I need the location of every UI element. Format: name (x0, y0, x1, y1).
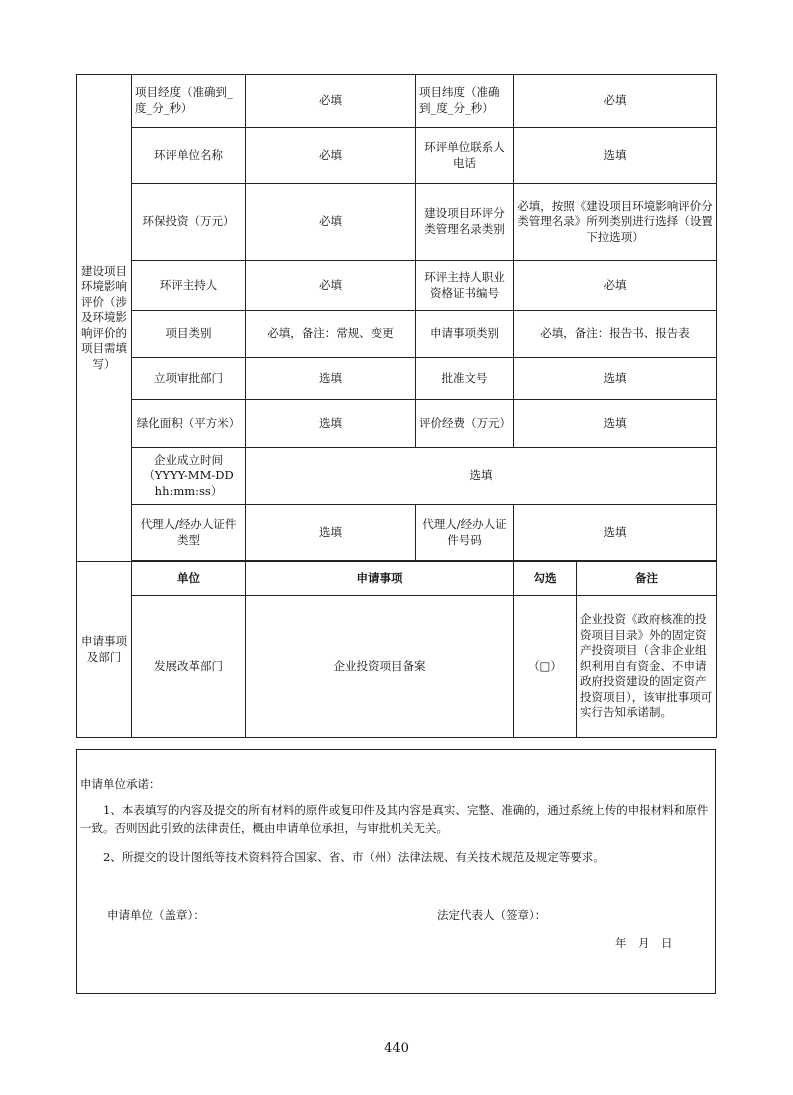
row-longitude (77, 75, 717, 128)
commitment-clause-2: 2、所提交的设计图纸等技术资料符合国家、省、市（州）法律法规、有关技术规范及规定等要求。 (103, 850, 605, 864)
header-unit: 单位 (132, 562, 246, 596)
value-approval-dept: 选填 (246, 358, 416, 400)
apply-item: 企业投资项目备案 (246, 596, 514, 738)
legal-representative-label: 法定代表人（签章）： (437, 908, 547, 922)
header-check: 勾选 (514, 562, 577, 596)
page-number: 440 (384, 1041, 409, 1056)
label-approval-number: 批准文号 (416, 358, 514, 400)
value-host-certificate: 必填 (514, 261, 717, 311)
row-env-investment (77, 184, 717, 261)
value-env-investment: 必填 (246, 184, 416, 261)
apply-note: 企业投资《政府核准的投资项目目录》外的固定资产投资项目（含非企业组织利用自有资金、不申请政府投资建设的固定资产投资项目），该审批事项可实行告知承诺制。 (577, 596, 717, 738)
applicant-seal-label: 申请单位（盖章）： (107, 908, 205, 922)
side-label-eia: 建设项目环境影响评价（涉及环境影响评价的项目需填写） (77, 75, 132, 562)
row-eia-host (77, 261, 717, 311)
label-agent-id-type: 代理人/经办人证件类型 (132, 505, 246, 561)
label-evaluation-fee: 评价经费（万元） (416, 400, 514, 448)
label-latitude: 项目纬度（准确到_度_分_秒） (416, 75, 514, 128)
label-eia-unit-name: 环评单位名称 (132, 128, 246, 184)
row-green-area (77, 400, 717, 448)
date-label: 年 月 日 (615, 936, 673, 950)
commitment-section (77, 750, 715, 993)
value-founded-time: 选填 (246, 448, 717, 505)
label-green-area: 绿化面积（平方米） (132, 400, 246, 448)
value-green-area: 选填 (246, 400, 416, 448)
value-latitude: 必填 (514, 75, 717, 128)
label-application-type: 申请事项类别 (416, 311, 514, 358)
label-longitude: 项目经度（准确到_度_分_秒） (132, 75, 246, 128)
row-apply-header (77, 562, 717, 596)
value-eia-category: 必填，按照《建设项目环境影响评价分类管理名录》所列类别进行选择（设置下拉选项） (514, 184, 717, 261)
value-project-type: 必填，备注：常规、变更 (246, 311, 416, 358)
value-eia-host: 必填 (246, 261, 416, 311)
row-project-type (77, 311, 717, 358)
value-agent-id-type: 选填 (246, 505, 416, 561)
label-agent-id-number: 代理人/经办人证件号码 (416, 505, 514, 561)
label-eia-host: 环评主持人 (132, 261, 246, 311)
label-eia-contact-phone: 环评单位联系人电话 (416, 128, 514, 184)
row-approval-dept (77, 358, 717, 400)
value-eia-contact-phone: 选填 (514, 128, 717, 184)
row-founded-time (77, 448, 717, 505)
label-env-investment: 环保投资（万元） (132, 184, 246, 261)
application-form-table (76, 74, 717, 738)
label-host-certificate: 环评主持人职业资格证书编号 (416, 261, 514, 311)
value-eia-unit-name: 必填 (246, 128, 416, 184)
value-evaluation-fee: 选填 (514, 400, 717, 448)
value-agent-id-number: 选填 (514, 505, 717, 561)
row-apply-item (77, 596, 717, 738)
commitment-clause-1: 1、本表填写的内容及提交的所有材料的原件或复印件及其内容是真实、完整、准确的，通过系统上传的申报材料和原件一致。否则因此引致的法律责任，概由申请单位承担，与审批机关无关。 (80, 803, 709, 836)
label-eia-category: 建设项目环评分类管理名录类别 (416, 184, 514, 261)
value-approval-number: 选填 (514, 358, 717, 400)
header-note: 备注 (577, 562, 717, 596)
value-application-type: 必填，备注：报告书、报告表 (514, 311, 717, 358)
value-longitude: 必填 (246, 75, 416, 128)
apply-checkbox[interactable]: （□） (514, 596, 577, 738)
row-eia-unit (77, 128, 717, 184)
header-item: 申请事项 (246, 562, 514, 596)
side-label-apply: 申请事项及部门 (77, 562, 132, 738)
label-project-type: 项目类别 (132, 311, 246, 358)
row-agent-id (77, 505, 717, 561)
label-founded-time: 企业成立时间（YYYY-MM-DD hh:mm:ss） (132, 448, 246, 505)
apply-unit: 发展改革部门 (132, 596, 246, 738)
label-approval-dept: 立项审批部门 (132, 358, 246, 400)
commitment-title: 申请单位承诺： (80, 777, 161, 791)
